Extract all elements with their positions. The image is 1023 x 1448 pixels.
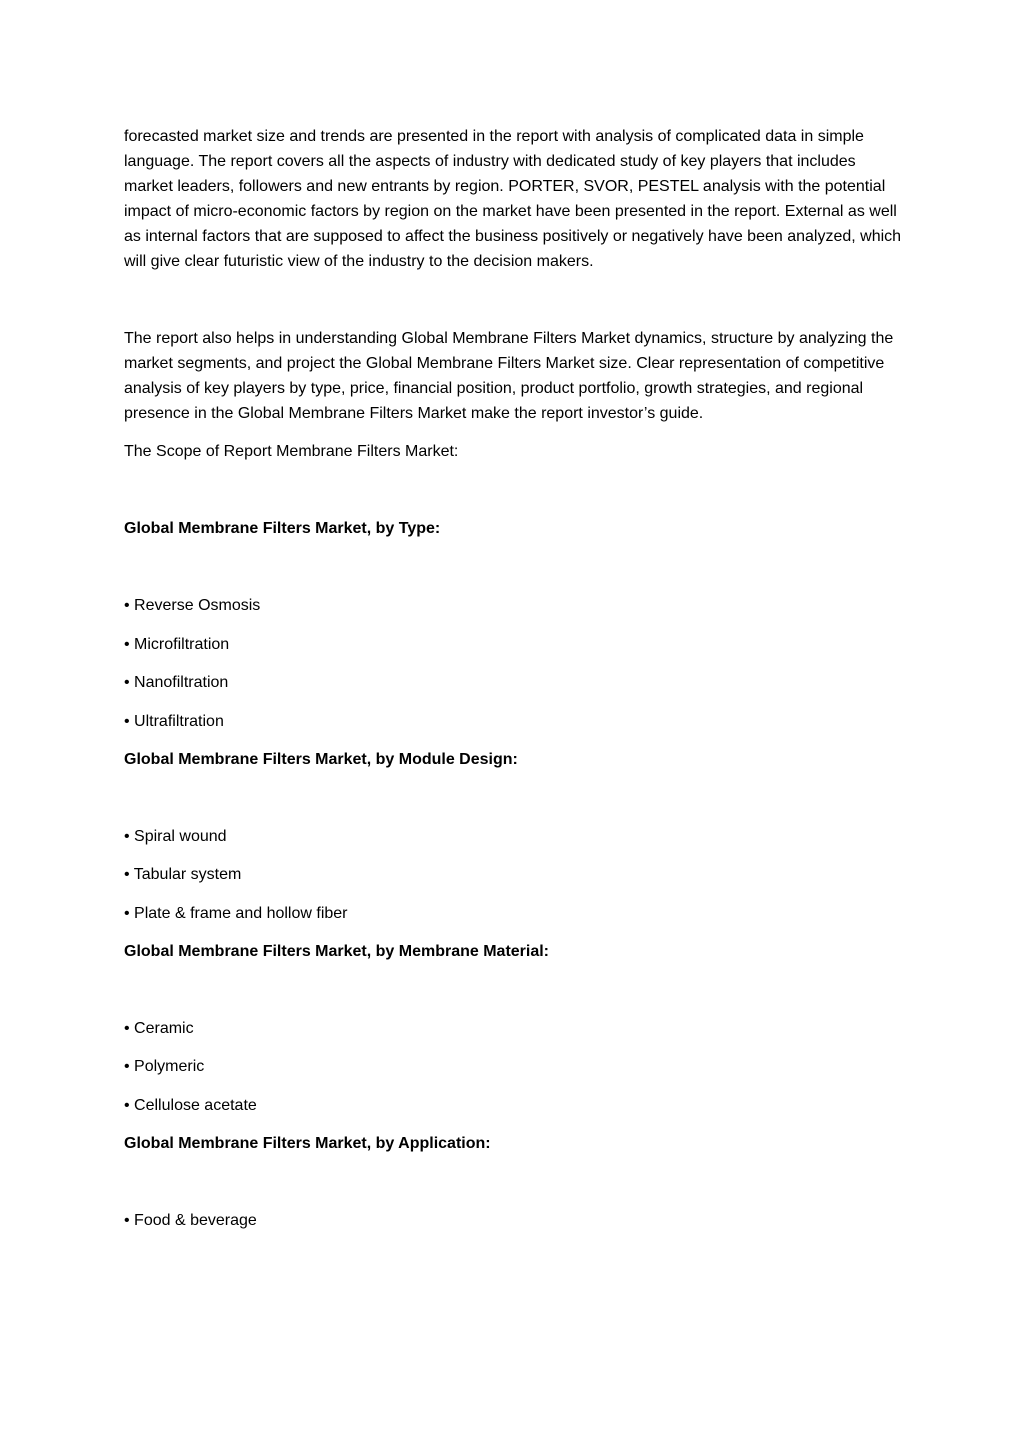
membrane-material-list <box>124 1016 904 1118</box>
list-item: • Food & beverage <box>124 1211 257 1229</box>
scope-line: The Scope of Report Membrane Filters Market: <box>124 443 459 460</box>
list-item: • Cellulose acetate <box>124 1096 257 1114</box>
list-item: • Nanofiltration <box>124 674 229 691</box>
document-page <box>124 124 904 1233</box>
list-item: • Tabular system <box>124 866 242 883</box>
section-heading-module-design: Global Membrane Filters Market, by Module Design: <box>124 750 518 768</box>
type-list <box>124 593 904 734</box>
list-item: • Plate & frame and hollow fiber <box>124 904 348 922</box>
list-item: • Spiral wound <box>124 827 227 845</box>
section-heading-application: Global Membrane Filters Market, by Application: <box>124 1134 491 1152</box>
list-item: • Microfiltration <box>124 635 230 653</box>
list-item: • Ultrafiltration <box>124 712 224 730</box>
list-item: • Ceramic <box>124 1019 194 1037</box>
module-design-list <box>124 824 904 926</box>
section-heading-type: Global Membrane Filters Market, by Type: <box>124 520 441 537</box>
section-heading-membrane-material: Global Membrane Filters Market, by Membrane Material: <box>124 942 550 960</box>
intro-paragraph: forecasted market size and trends are presented in the report with analysis of complicated data in simple language. The report covers all the aspects of industry with dedicated study of key players that includes market leaders, followers and new entrants by region. PORTER, SVOR, PESTEL analysis with the potential impact of micro-economic factors by region on the market have been presented in the report. External as well as internal factors that are supposed to affect the business positively or negatively have been analyzed, which will give clear futuristic view of the industry to the decision makers. <box>124 128 902 270</box>
understanding-paragraph: The report also helps in understanding Global Membrane Filters Market dynamics, structure by analyzing the market segments, and project the Global Membrane Filters Market size. Clear representation of competitive analysis of key players by type, price, financial position, product portfolio, growth strategies, and regional presence in the Global Membrane Filters Market make the report investor’s guide. <box>124 330 894 422</box>
list-item: • Polymeric <box>124 1058 205 1075</box>
application-list <box>124 1208 904 1233</box>
list-item: • Reverse Osmosis <box>124 597 261 614</box>
